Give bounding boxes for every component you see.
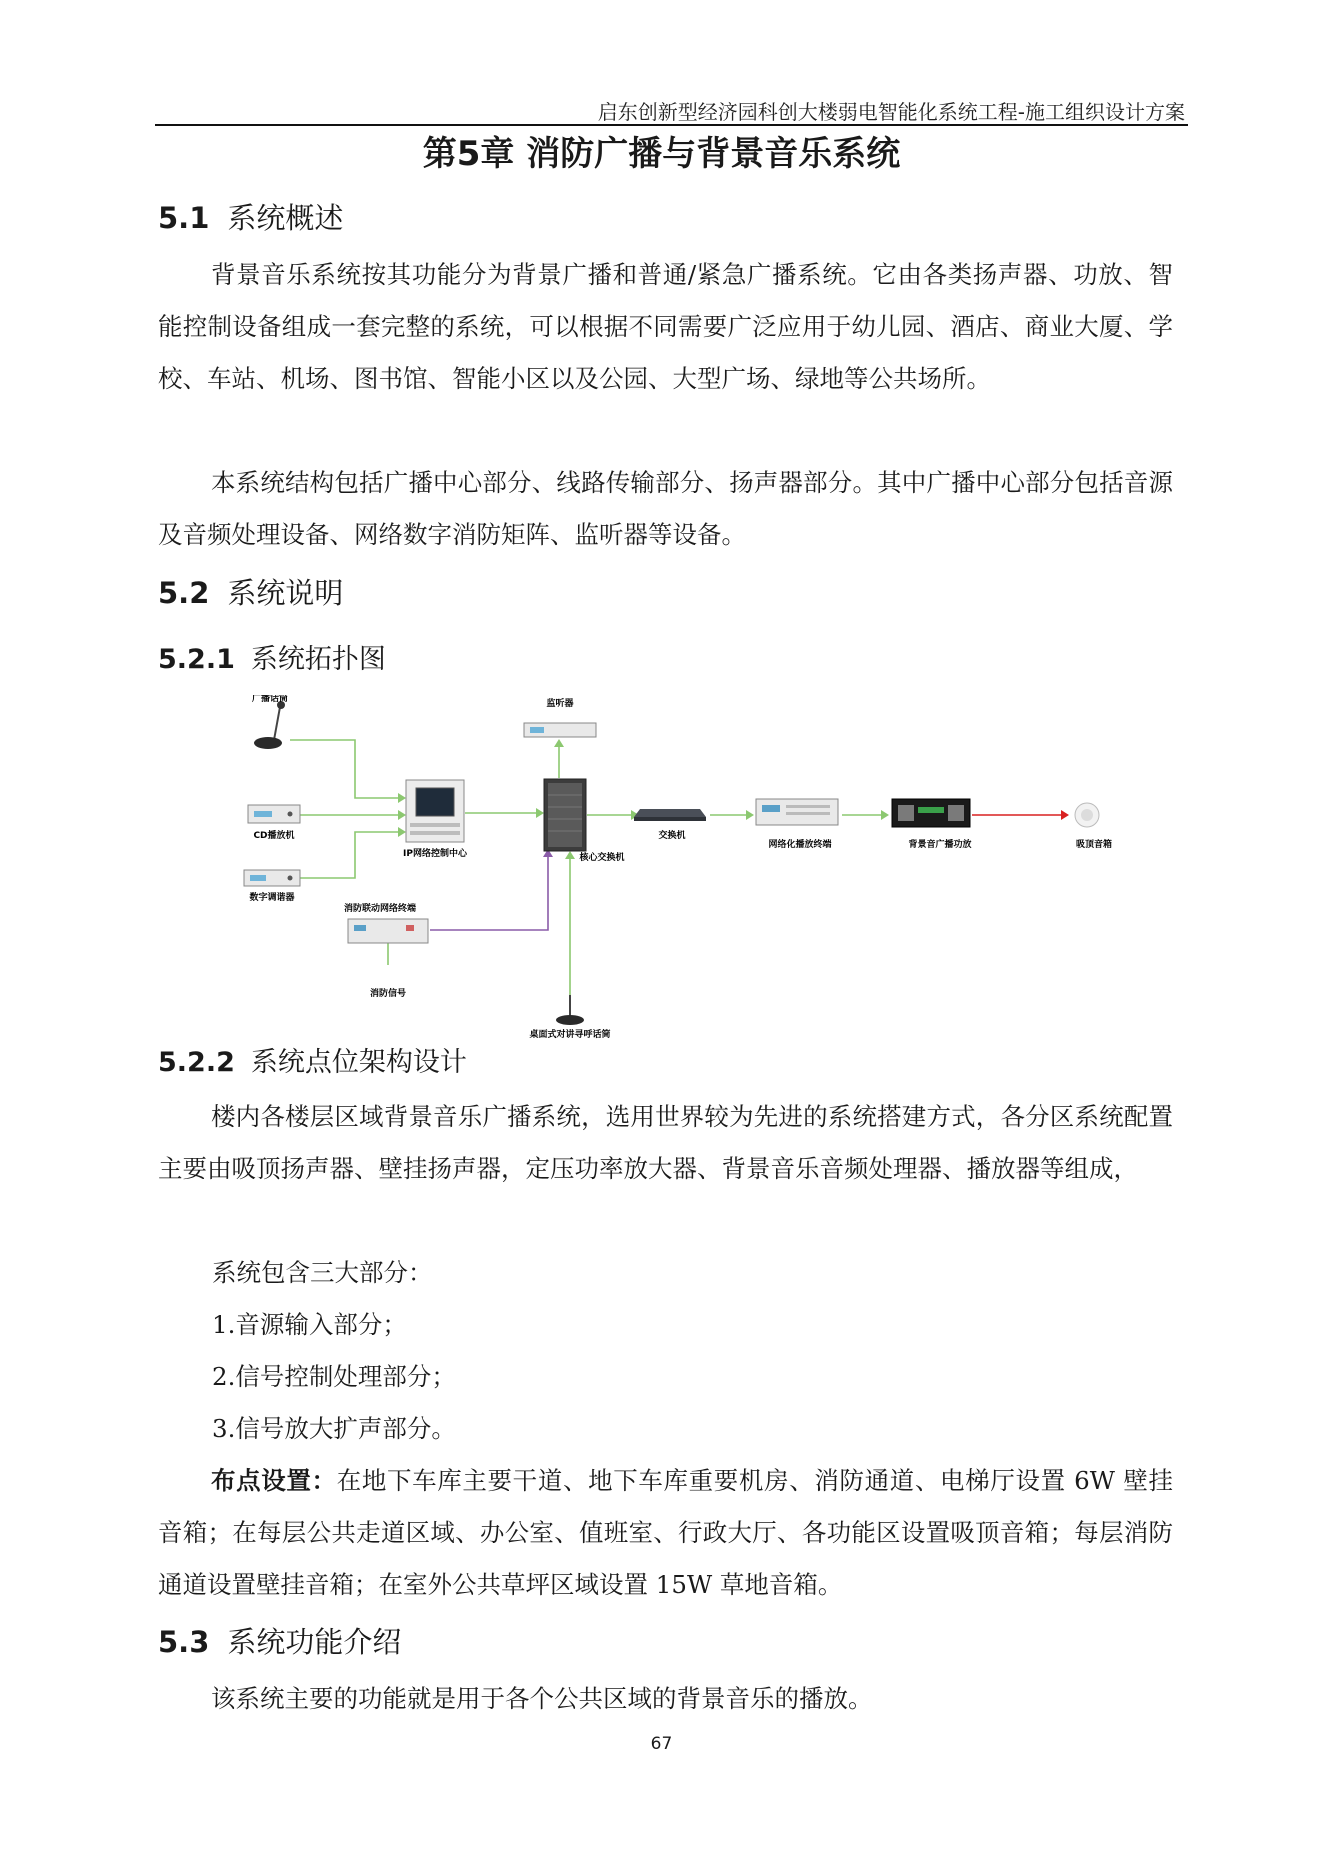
label-amp: 背景音广播功放 <box>908 840 972 850</box>
label-terminal: 网络化播放终端 <box>768 840 832 850</box>
network-terminal-icon <box>756 799 838 825</box>
diagram-links <box>290 740 1065 1000</box>
monitor-speaker-icon <box>524 723 596 737</box>
network-switch-icon <box>634 809 706 821</box>
link-fire-core <box>430 855 548 930</box>
subsection-number: 5.2.2 <box>158 1047 235 1078</box>
label-desk-mic: 桌面式对讲寻呼话筒 <box>529 1030 611 1040</box>
microphone-icon <box>254 701 285 749</box>
list-item: 2.信号控制处理部分； <box>212 1362 456 1391</box>
section-title: 系统说明 <box>227 576 344 610</box>
paragraph: 楼内各楼层区域背景音乐广播系统，选用世界较为先进的系统搭建方式，各分区系统配置主要由吸顶扬声器、壁挂扬声器，定压功率放大器、背景音乐音频处理器、播放器等组成， <box>158 1102 1173 1183</box>
ip-control-center-icon <box>406 780 464 842</box>
cd-player-icon <box>248 805 300 823</box>
subsection-number: 5.2.1 <box>158 644 235 675</box>
ceiling-speaker-icon <box>1075 803 1099 827</box>
tuner-icon <box>244 870 300 886</box>
label-monitor: 监听器 <box>546 699 574 709</box>
label-cd: CD播放机 <box>253 831 295 841</box>
section-title: 系统概述 <box>227 201 344 235</box>
section-heading-5-1 <box>158 196 343 237</box>
section-number: 5.2 <box>158 576 210 610</box>
running-header: 启东创新型经济园科创大楼弱电智能化系统工程-施工组织设计方案 <box>597 100 1185 124</box>
layout-paragraph <box>158 1455 1173 1611</box>
page-number: 67 <box>650 1734 673 1754</box>
list-item: 1.音源输入部分； <box>212 1310 407 1339</box>
section-number: 5.1 <box>158 201 210 235</box>
list-item: 3.信号放大扩声部分。 <box>212 1414 456 1443</box>
paragraph: 背景音乐系统按其功能分为背景广播和普通/紧急广播系统。它由各类扬声器、功放、智能控制设备组成一套完整的系统，可以根据不同需要广泛应用于幼儿园、酒店、商业大厦、学校、车站、机场、图书馆、智能小区以及公园、大型广场、绿地等公共场所。 <box>158 260 1173 393</box>
topology-diagram <box>230 695 1150 1040</box>
amplifier-icon <box>892 799 970 827</box>
layout-label: 布点设置： <box>211 1466 337 1495</box>
core-switch-icon <box>544 779 586 851</box>
section-heading-5-2 <box>158 571 343 612</box>
label-mic: 广播话筒 <box>251 695 289 704</box>
chapter-title: 第5章 消防广播与背景音乐系统 <box>422 134 901 174</box>
link-tuner-center <box>300 832 398 878</box>
paragraph: 该系统主要的功能就是用于各个公共区域的背景音乐的播放。 <box>211 1684 873 1713</box>
subsection-heading-5-2-1 <box>158 637 386 676</box>
section-heading-5-3 <box>158 1620 401 1661</box>
subsection-title: 系统点位架构设计 <box>250 1047 467 1078</box>
label-fire-signal: 消防信号 <box>369 989 407 999</box>
subsection-heading-5-2-2 <box>158 1040 467 1079</box>
label-ip-center: IP网络控制中心 <box>403 849 467 859</box>
paragraph: 本系统结构包括广播中心部分、线路传输部分、扬声器部分。其中广播中心部分包括音源及音频处理设备、网络数字消防矩阵、监听器等设备。 <box>158 468 1173 549</box>
label-ceiling-speaker: 吸顶音箱 <box>1075 840 1113 850</box>
fire-terminal-icon <box>348 919 428 943</box>
subsection-title: 系统拓扑图 <box>250 644 386 675</box>
label-core-switch: 核心交换机 <box>579 853 625 863</box>
section-number: 5.3 <box>158 1625 210 1659</box>
label-switch: 交换机 <box>658 831 686 841</box>
label-fire-terminal: 消防联动网络终端 <box>343 904 417 914</box>
desk-microphone-icon <box>556 995 584 1025</box>
link-mic-center <box>290 740 398 798</box>
label-tuner: 数字调谐器 <box>249 893 295 903</box>
layout-text: 在地下车库主要干道、地下车库重要机房、消防通道、电梯厅设置 6W 壁挂音箱；在每层公共走道区域、办公室、值班室、行政大厅、各功能区设置吸顶音箱；每层消防通道设置壁挂音箱；在室外公共草坪区域设置 15W 草地音箱。 <box>158 1466 1174 1599</box>
paragraph: 系统包含三大部分： <box>212 1258 433 1287</box>
section-title: 系统功能介绍 <box>227 1625 402 1659</box>
